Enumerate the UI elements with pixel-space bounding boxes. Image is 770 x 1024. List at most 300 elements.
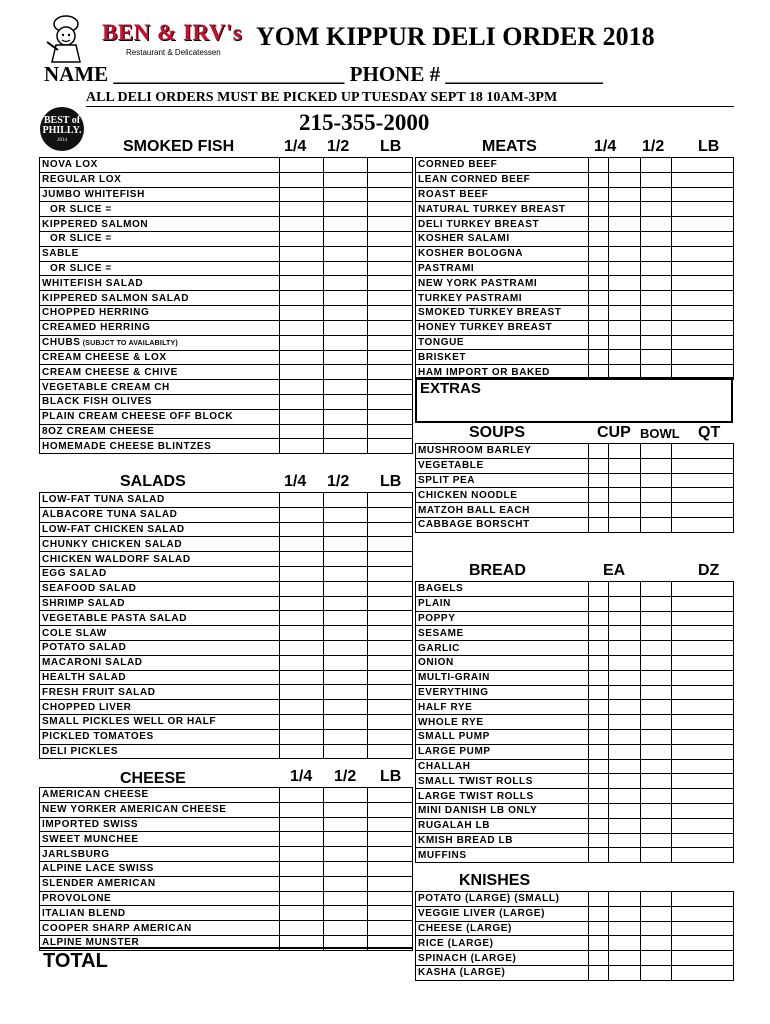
quantity-cell[interactable] bbox=[641, 848, 672, 863]
quantity-cell[interactable] bbox=[368, 729, 413, 744]
quantity-cell[interactable] bbox=[672, 187, 734, 202]
quantity-cell[interactable] bbox=[368, 876, 413, 891]
quantity-cell[interactable] bbox=[589, 458, 609, 473]
quantity-cell[interactable] bbox=[641, 335, 672, 350]
quantity-cell[interactable] bbox=[368, 350, 413, 365]
quantity-cell[interactable] bbox=[589, 596, 609, 611]
quantity-cell[interactable] bbox=[589, 833, 609, 848]
quantity-cell[interactable] bbox=[609, 320, 641, 335]
quantity-cell[interactable] bbox=[324, 276, 368, 291]
quantity-cell[interactable] bbox=[641, 458, 672, 473]
quantity-cell[interactable] bbox=[609, 715, 641, 730]
quantity-cell[interactable] bbox=[609, 951, 641, 966]
quantity-cell[interactable] bbox=[609, 335, 641, 350]
quantity-cell[interactable] bbox=[368, 714, 413, 729]
quantity-cell[interactable] bbox=[589, 503, 609, 518]
quantity-cell[interactable] bbox=[280, 409, 324, 424]
quantity-cell[interactable] bbox=[589, 611, 609, 626]
quantity-cell[interactable] bbox=[672, 320, 734, 335]
quantity-cell[interactable] bbox=[609, 444, 641, 459]
quantity-cell[interactable] bbox=[641, 444, 672, 459]
quantity-cell[interactable] bbox=[324, 380, 368, 395]
quantity-cell[interactable] bbox=[368, 537, 413, 552]
quantity-cell[interactable] bbox=[280, 172, 324, 187]
quantity-cell[interactable] bbox=[589, 936, 609, 951]
name-phone-line[interactable]: NAME ______________________ PHONE # _______________ bbox=[44, 62, 603, 86]
quantity-cell[interactable] bbox=[368, 847, 413, 862]
quantity-cell[interactable] bbox=[368, 670, 413, 685]
quantity-cell[interactable] bbox=[589, 685, 609, 700]
quantity-cell[interactable] bbox=[589, 202, 609, 217]
quantity-cell[interactable] bbox=[280, 261, 324, 276]
quantity-cell[interactable] bbox=[672, 921, 734, 936]
quantity-cell[interactable] bbox=[609, 473, 641, 488]
quantity-cell[interactable] bbox=[641, 892, 672, 907]
quantity-cell[interactable] bbox=[641, 670, 672, 685]
quantity-cell[interactable] bbox=[672, 246, 734, 261]
quantity-cell[interactable] bbox=[368, 861, 413, 876]
quantity-cell[interactable] bbox=[609, 789, 641, 804]
quantity-cell[interactable] bbox=[641, 611, 672, 626]
quantity-cell[interactable] bbox=[672, 951, 734, 966]
quantity-cell[interactable] bbox=[672, 458, 734, 473]
quantity-cell[interactable] bbox=[368, 626, 413, 641]
quantity-cell[interactable] bbox=[589, 729, 609, 744]
quantity-cell[interactable] bbox=[641, 715, 672, 730]
quantity-cell[interactable] bbox=[589, 172, 609, 187]
quantity-cell[interactable] bbox=[589, 231, 609, 246]
quantity-cell[interactable] bbox=[280, 700, 324, 715]
quantity-cell[interactable] bbox=[609, 848, 641, 863]
quantity-cell[interactable] bbox=[280, 350, 324, 365]
quantity-cell[interactable] bbox=[589, 276, 609, 291]
quantity-cell[interactable] bbox=[641, 503, 672, 518]
quantity-cell[interactable] bbox=[672, 582, 734, 597]
quantity-cell[interactable] bbox=[280, 817, 324, 832]
quantity-cell[interactable] bbox=[368, 493, 413, 508]
quantity-cell[interactable] bbox=[280, 921, 324, 936]
quantity-cell[interactable] bbox=[368, 921, 413, 936]
quantity-cell[interactable] bbox=[641, 517, 672, 532]
quantity-cell[interactable] bbox=[589, 759, 609, 774]
quantity-cell[interactable] bbox=[672, 217, 734, 232]
quantity-cell[interactable] bbox=[324, 187, 368, 202]
quantity-cell[interactable] bbox=[368, 202, 413, 217]
quantity-cell[interactable] bbox=[368, 172, 413, 187]
quantity-cell[interactable] bbox=[589, 892, 609, 907]
quantity-cell[interactable] bbox=[609, 596, 641, 611]
quantity-cell[interactable] bbox=[324, 305, 368, 320]
quantity-cell[interactable] bbox=[368, 409, 413, 424]
quantity-cell[interactable] bbox=[324, 439, 368, 454]
quantity-cell[interactable] bbox=[672, 936, 734, 951]
quantity-cell[interactable] bbox=[324, 832, 368, 847]
quantity-cell[interactable] bbox=[609, 818, 641, 833]
quantity-cell[interactable] bbox=[672, 626, 734, 641]
quantity-cell[interactable] bbox=[368, 640, 413, 655]
quantity-cell[interactable] bbox=[589, 774, 609, 789]
quantity-cell[interactable] bbox=[589, 473, 609, 488]
quantity-cell[interactable] bbox=[589, 848, 609, 863]
quantity-cell[interactable] bbox=[672, 158, 734, 173]
quantity-cell[interactable] bbox=[324, 172, 368, 187]
quantity-cell[interactable] bbox=[280, 246, 324, 261]
quantity-cell[interactable] bbox=[324, 640, 368, 655]
quantity-cell[interactable] bbox=[324, 744, 368, 759]
quantity-cell[interactable] bbox=[641, 291, 672, 306]
quantity-cell[interactable] bbox=[280, 640, 324, 655]
quantity-cell[interactable] bbox=[368, 276, 413, 291]
quantity-cell[interactable] bbox=[324, 861, 368, 876]
quantity-cell[interactable] bbox=[324, 670, 368, 685]
quantity-cell[interactable] bbox=[672, 231, 734, 246]
quantity-cell[interactable] bbox=[609, 202, 641, 217]
quantity-cell[interactable] bbox=[609, 655, 641, 670]
quantity-cell[interactable] bbox=[589, 626, 609, 641]
quantity-cell[interactable] bbox=[589, 965, 609, 980]
quantity-cell[interactable] bbox=[609, 670, 641, 685]
quantity-cell[interactable] bbox=[368, 906, 413, 921]
quantity-cell[interactable] bbox=[641, 936, 672, 951]
quantity-cell[interactable] bbox=[324, 202, 368, 217]
quantity-cell[interactable] bbox=[609, 488, 641, 503]
quantity-cell[interactable] bbox=[641, 320, 672, 335]
quantity-cell[interactable] bbox=[280, 729, 324, 744]
quantity-cell[interactable] bbox=[609, 305, 641, 320]
quantity-cell[interactable] bbox=[672, 473, 734, 488]
quantity-cell[interactable] bbox=[368, 439, 413, 454]
quantity-cell[interactable] bbox=[609, 261, 641, 276]
quantity-cell[interactable] bbox=[324, 291, 368, 306]
quantity-cell[interactable] bbox=[672, 350, 734, 365]
quantity-cell[interactable] bbox=[324, 537, 368, 552]
quantity-cell[interactable] bbox=[280, 335, 324, 350]
quantity-cell[interactable] bbox=[672, 611, 734, 626]
quantity-cell[interactable] bbox=[368, 552, 413, 567]
quantity-cell[interactable] bbox=[609, 217, 641, 232]
quantity-cell[interactable] bbox=[280, 507, 324, 522]
quantity-cell[interactable] bbox=[324, 847, 368, 862]
quantity-cell[interactable] bbox=[280, 424, 324, 439]
quantity-cell[interactable] bbox=[324, 714, 368, 729]
quantity-cell[interactable] bbox=[324, 246, 368, 261]
quantity-cell[interactable] bbox=[641, 655, 672, 670]
quantity-cell[interactable] bbox=[672, 670, 734, 685]
quantity-cell[interactable] bbox=[672, 172, 734, 187]
quantity-cell[interactable] bbox=[641, 744, 672, 759]
quantity-cell[interactable] bbox=[609, 774, 641, 789]
quantity-cell[interactable] bbox=[609, 700, 641, 715]
quantity-cell[interactable] bbox=[324, 335, 368, 350]
quantity-cell[interactable] bbox=[589, 744, 609, 759]
quantity-cell[interactable] bbox=[641, 626, 672, 641]
quantity-cell[interactable] bbox=[672, 641, 734, 656]
quantity-cell[interactable] bbox=[672, 202, 734, 217]
quantity-cell[interactable] bbox=[368, 380, 413, 395]
quantity-cell[interactable] bbox=[368, 217, 413, 232]
quantity-cell[interactable] bbox=[280, 320, 324, 335]
quantity-cell[interactable] bbox=[280, 655, 324, 670]
quantity-cell[interactable] bbox=[589, 715, 609, 730]
quantity-cell[interactable] bbox=[609, 685, 641, 700]
quantity-cell[interactable] bbox=[672, 803, 734, 818]
quantity-cell[interactable] bbox=[609, 172, 641, 187]
quantity-cell[interactable] bbox=[280, 365, 324, 380]
quantity-cell[interactable] bbox=[589, 187, 609, 202]
quantity-cell[interactable] bbox=[641, 818, 672, 833]
quantity-cell[interactable] bbox=[368, 802, 413, 817]
quantity-cell[interactable] bbox=[672, 305, 734, 320]
quantity-cell[interactable] bbox=[324, 522, 368, 537]
quantity-cell[interactable] bbox=[324, 365, 368, 380]
quantity-cell[interactable] bbox=[609, 231, 641, 246]
quantity-cell[interactable] bbox=[609, 936, 641, 951]
quantity-cell[interactable] bbox=[641, 217, 672, 232]
quantity-cell[interactable] bbox=[368, 394, 413, 409]
quantity-cell[interactable] bbox=[672, 700, 734, 715]
quantity-cell[interactable] bbox=[324, 921, 368, 936]
quantity-cell[interactable] bbox=[280, 305, 324, 320]
quantity-cell[interactable] bbox=[589, 803, 609, 818]
quantity-cell[interactable] bbox=[280, 276, 324, 291]
quantity-cell[interactable] bbox=[672, 488, 734, 503]
quantity-cell[interactable] bbox=[609, 611, 641, 626]
quantity-cell[interactable] bbox=[368, 320, 413, 335]
quantity-cell[interactable] bbox=[672, 655, 734, 670]
quantity-cell[interactable] bbox=[324, 626, 368, 641]
quantity-cell[interactable] bbox=[641, 473, 672, 488]
quantity-cell[interactable] bbox=[280, 714, 324, 729]
quantity-cell[interactable] bbox=[280, 291, 324, 306]
quantity-cell[interactable] bbox=[368, 231, 413, 246]
quantity-cell[interactable] bbox=[324, 261, 368, 276]
quantity-cell[interactable] bbox=[589, 655, 609, 670]
quantity-cell[interactable] bbox=[324, 906, 368, 921]
quantity-cell[interactable] bbox=[641, 789, 672, 804]
quantity-cell[interactable] bbox=[672, 715, 734, 730]
quantity-cell[interactable] bbox=[672, 444, 734, 459]
quantity-cell[interactable] bbox=[609, 517, 641, 532]
quantity-cell[interactable] bbox=[641, 685, 672, 700]
quantity-cell[interactable] bbox=[324, 611, 368, 626]
quantity-cell[interactable] bbox=[609, 503, 641, 518]
quantity-cell[interactable] bbox=[280, 876, 324, 891]
quantity-cell[interactable] bbox=[641, 921, 672, 936]
quantity-cell[interactable] bbox=[672, 503, 734, 518]
quantity-cell[interactable] bbox=[672, 833, 734, 848]
quantity-cell[interactable] bbox=[589, 158, 609, 173]
quantity-cell[interactable] bbox=[368, 611, 413, 626]
quantity-cell[interactable] bbox=[609, 965, 641, 980]
quantity-cell[interactable] bbox=[641, 172, 672, 187]
quantity-cell[interactable] bbox=[672, 517, 734, 532]
quantity-cell[interactable] bbox=[324, 700, 368, 715]
quantity-cell[interactable] bbox=[280, 847, 324, 862]
quantity-cell[interactable] bbox=[280, 670, 324, 685]
quantity-cell[interactable] bbox=[280, 685, 324, 700]
quantity-cell[interactable] bbox=[672, 892, 734, 907]
quantity-cell[interactable] bbox=[324, 817, 368, 832]
quantity-cell[interactable] bbox=[609, 458, 641, 473]
quantity-cell[interactable] bbox=[641, 759, 672, 774]
quantity-cell[interactable] bbox=[324, 802, 368, 817]
quantity-cell[interactable] bbox=[641, 202, 672, 217]
quantity-cell[interactable] bbox=[368, 581, 413, 596]
quantity-cell[interactable] bbox=[609, 626, 641, 641]
quantity-cell[interactable] bbox=[589, 350, 609, 365]
quantity-cell[interactable] bbox=[672, 848, 734, 863]
quantity-cell[interactable] bbox=[589, 921, 609, 936]
quantity-cell[interactable] bbox=[672, 789, 734, 804]
quantity-cell[interactable] bbox=[672, 818, 734, 833]
quantity-cell[interactable] bbox=[589, 641, 609, 656]
quantity-cell[interactable] bbox=[589, 444, 609, 459]
quantity-cell[interactable] bbox=[589, 261, 609, 276]
quantity-cell[interactable] bbox=[368, 158, 413, 173]
quantity-cell[interactable] bbox=[609, 276, 641, 291]
quantity-cell[interactable] bbox=[280, 394, 324, 409]
quantity-cell[interactable] bbox=[641, 700, 672, 715]
quantity-cell[interactable] bbox=[589, 517, 609, 532]
quantity-cell[interactable] bbox=[672, 276, 734, 291]
quantity-cell[interactable] bbox=[280, 217, 324, 232]
quantity-cell[interactable] bbox=[324, 350, 368, 365]
quantity-cell[interactable] bbox=[324, 596, 368, 611]
quantity-cell[interactable] bbox=[609, 187, 641, 202]
quantity-cell[interactable] bbox=[280, 891, 324, 906]
quantity-cell[interactable] bbox=[280, 522, 324, 537]
quantity-cell[interactable] bbox=[280, 493, 324, 508]
quantity-cell[interactable] bbox=[641, 488, 672, 503]
quantity-cell[interactable] bbox=[368, 522, 413, 537]
quantity-cell[interactable] bbox=[280, 832, 324, 847]
quantity-cell[interactable] bbox=[324, 158, 368, 173]
quantity-cell[interactable] bbox=[589, 217, 609, 232]
quantity-cell[interactable] bbox=[368, 891, 413, 906]
quantity-cell[interactable] bbox=[280, 802, 324, 817]
quantity-cell[interactable] bbox=[609, 833, 641, 848]
extras-box[interactable] bbox=[415, 377, 733, 423]
quantity-cell[interactable] bbox=[672, 965, 734, 980]
quantity-cell[interactable] bbox=[280, 581, 324, 596]
quantity-cell[interactable] bbox=[324, 788, 368, 803]
quantity-cell[interactable] bbox=[324, 685, 368, 700]
quantity-cell[interactable] bbox=[368, 291, 413, 306]
quantity-cell[interactable] bbox=[368, 566, 413, 581]
quantity-cell[interactable] bbox=[641, 261, 672, 276]
quantity-cell[interactable] bbox=[609, 906, 641, 921]
quantity-cell[interactable] bbox=[589, 246, 609, 261]
quantity-cell[interactable] bbox=[280, 158, 324, 173]
quantity-cell[interactable] bbox=[609, 892, 641, 907]
quantity-cell[interactable] bbox=[589, 906, 609, 921]
quantity-cell[interactable] bbox=[280, 537, 324, 552]
quantity-cell[interactable] bbox=[324, 552, 368, 567]
quantity-cell[interactable] bbox=[324, 409, 368, 424]
quantity-cell[interactable] bbox=[641, 965, 672, 980]
quantity-cell[interactable] bbox=[368, 744, 413, 759]
quantity-cell[interactable] bbox=[368, 700, 413, 715]
quantity-cell[interactable] bbox=[368, 507, 413, 522]
quantity-cell[interactable] bbox=[609, 291, 641, 306]
quantity-cell[interactable] bbox=[641, 231, 672, 246]
quantity-cell[interactable] bbox=[641, 833, 672, 848]
quantity-cell[interactable] bbox=[589, 488, 609, 503]
quantity-cell[interactable] bbox=[368, 335, 413, 350]
quantity-cell[interactable] bbox=[672, 291, 734, 306]
quantity-cell[interactable] bbox=[589, 305, 609, 320]
quantity-cell[interactable] bbox=[280, 611, 324, 626]
quantity-cell[interactable] bbox=[589, 670, 609, 685]
quantity-cell[interactable] bbox=[672, 261, 734, 276]
quantity-cell[interactable] bbox=[641, 276, 672, 291]
quantity-cell[interactable] bbox=[609, 641, 641, 656]
quantity-cell[interactable] bbox=[324, 424, 368, 439]
quantity-cell[interactable] bbox=[641, 729, 672, 744]
quantity-cell[interactable] bbox=[280, 744, 324, 759]
quantity-cell[interactable] bbox=[589, 951, 609, 966]
quantity-cell[interactable] bbox=[672, 744, 734, 759]
quantity-cell[interactable] bbox=[672, 759, 734, 774]
quantity-cell[interactable] bbox=[280, 566, 324, 581]
quantity-cell[interactable] bbox=[280, 380, 324, 395]
quantity-cell[interactable] bbox=[641, 350, 672, 365]
quantity-cell[interactable] bbox=[368, 596, 413, 611]
quantity-cell[interactable] bbox=[280, 788, 324, 803]
quantity-cell[interactable] bbox=[609, 729, 641, 744]
quantity-cell[interactable] bbox=[641, 187, 672, 202]
quantity-cell[interactable] bbox=[280, 906, 324, 921]
quantity-cell[interactable] bbox=[324, 876, 368, 891]
quantity-cell[interactable] bbox=[368, 655, 413, 670]
quantity-cell[interactable] bbox=[609, 582, 641, 597]
quantity-cell[interactable] bbox=[589, 320, 609, 335]
quantity-cell[interactable] bbox=[324, 231, 368, 246]
quantity-cell[interactable] bbox=[609, 350, 641, 365]
quantity-cell[interactable] bbox=[672, 906, 734, 921]
quantity-cell[interactable] bbox=[589, 291, 609, 306]
quantity-cell[interactable] bbox=[641, 641, 672, 656]
quantity-cell[interactable] bbox=[589, 335, 609, 350]
quantity-cell[interactable] bbox=[368, 246, 413, 261]
quantity-cell[interactable] bbox=[280, 439, 324, 454]
quantity-cell[interactable] bbox=[280, 552, 324, 567]
quantity-cell[interactable] bbox=[672, 774, 734, 789]
quantity-cell[interactable] bbox=[280, 861, 324, 876]
quantity-cell[interactable] bbox=[368, 685, 413, 700]
quantity-cell[interactable] bbox=[589, 582, 609, 597]
quantity-cell[interactable] bbox=[280, 626, 324, 641]
quantity-cell[interactable] bbox=[324, 394, 368, 409]
quantity-cell[interactable] bbox=[280, 202, 324, 217]
quantity-cell[interactable] bbox=[609, 921, 641, 936]
quantity-cell[interactable] bbox=[641, 906, 672, 921]
quantity-cell[interactable] bbox=[641, 774, 672, 789]
quantity-cell[interactable] bbox=[368, 305, 413, 320]
quantity-cell[interactable] bbox=[589, 818, 609, 833]
quantity-cell[interactable] bbox=[609, 246, 641, 261]
quantity-cell[interactable] bbox=[672, 685, 734, 700]
quantity-cell[interactable] bbox=[324, 566, 368, 581]
quantity-cell[interactable] bbox=[368, 817, 413, 832]
quantity-cell[interactable] bbox=[672, 335, 734, 350]
quantity-cell[interactable] bbox=[641, 246, 672, 261]
quantity-cell[interactable] bbox=[324, 507, 368, 522]
quantity-cell[interactable] bbox=[368, 788, 413, 803]
quantity-cell[interactable] bbox=[324, 217, 368, 232]
quantity-cell[interactable] bbox=[324, 729, 368, 744]
quantity-cell[interactable] bbox=[368, 365, 413, 380]
